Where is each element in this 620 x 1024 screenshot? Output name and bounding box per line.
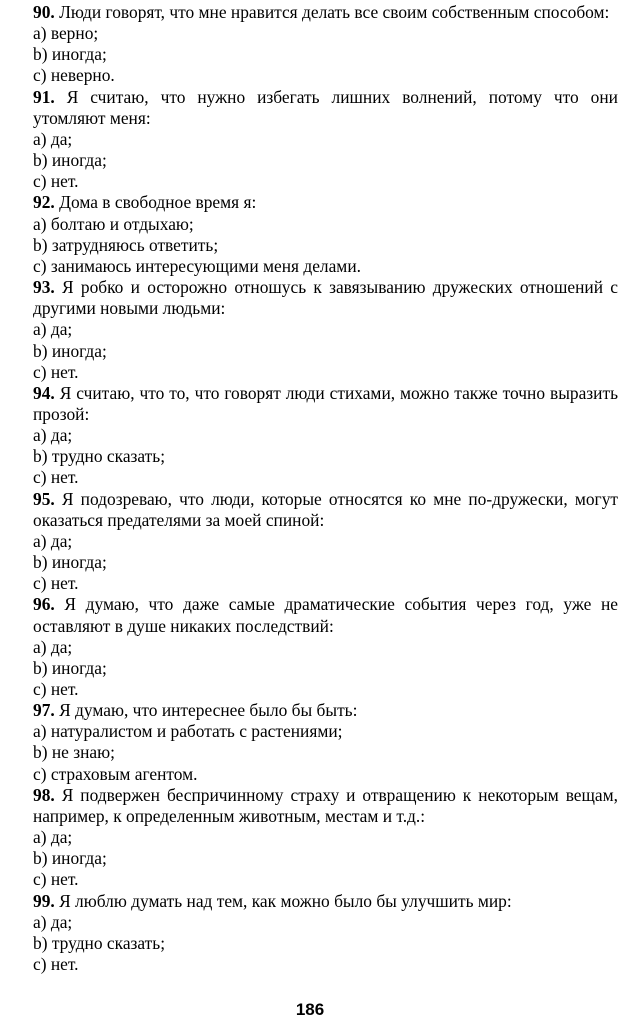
option-a: a) да;	[33, 425, 73, 446]
question-number: 90.	[33, 2, 55, 22]
question-text	[33, 192, 618, 213]
question-number: 95.	[33, 488, 55, 509]
option-b: b) иногда;	[33, 340, 107, 361]
option-a: a) да;	[33, 911, 73, 932]
question-text	[33, 891, 618, 912]
option-b: b) иногда;	[33, 657, 107, 678]
question-96	[33, 594, 618, 700]
question-91	[33, 87, 618, 193]
option-b: b) трудно сказать;	[33, 932, 166, 953]
question-text	[33, 2, 618, 23]
option-c: c) нет.	[33, 361, 79, 382]
question-98	[33, 785, 618, 891]
option-a: a) болтаю и отдыхаю;	[33, 213, 194, 234]
question-99	[33, 891, 618, 976]
option-c: c) нет.	[33, 679, 79, 699]
option-a: a) верно;	[33, 23, 99, 44]
option-a: a) натуралистом и работать с растениями;	[33, 721, 343, 742]
option-b: b) трудно сказать;	[33, 446, 166, 467]
option-a: a) да;	[33, 530, 73, 551]
question-94	[33, 383, 618, 489]
question-90	[33, 2, 618, 87]
question-number: 98.	[33, 784, 55, 805]
option-b: b) затрудняюсь ответить;	[33, 234, 219, 255]
question-body: Я считаю, что то, что говорят люди стихами, можно также точно выразить прозой:	[33, 382, 618, 424]
question-97	[33, 700, 618, 785]
option-b: b) не знаю;	[33, 742, 115, 763]
option-b: b) иногда;	[33, 848, 107, 869]
question-number: 94.	[33, 382, 55, 403]
question-body: Я считаю, что нужно избегать лишних волнений, потому что они утомляют меня:	[33, 86, 618, 128]
page-number: 186	[295, 1000, 325, 1019]
question-body: Я думаю, что даже самые драматические события через год, уже не оставляют в душе никаких последствий:	[33, 594, 618, 636]
question-number: 97.	[33, 700, 55, 721]
option-c: c) нет.	[33, 954, 79, 975]
question-95	[33, 489, 618, 595]
option-a: a) да;	[33, 827, 73, 848]
option-a: a) да;	[33, 319, 73, 340]
option-a: a) да;	[33, 636, 73, 657]
question-text	[33, 383, 618, 425]
question-93	[33, 277, 618, 383]
option-c: c) нет.	[33, 573, 79, 594]
question-body: Я подозреваю, что люди, которые относятся ко мне по-дружески, могут оказаться предателями за моей спиной:	[33, 488, 618, 530]
question-body: Я подвержен беспричинному страху и отвращению к некоторым вещам, например, к определенным животным, местам и т.д.:	[33, 784, 618, 826]
question-body: Я люблю думать над тем, как можно было бы улучшить мир:	[59, 890, 512, 911]
question-text	[33, 594, 618, 636]
option-c: c) нет.	[33, 467, 79, 488]
question-body: Я робко и осторожно отношусь к завязыванию дружеских отношений с другими новыми людьми:	[33, 277, 618, 319]
option-c: c) страховым агентом.	[33, 763, 198, 784]
question-number: 93.	[33, 277, 55, 298]
option-c: c) нет.	[33, 171, 79, 192]
option-c: c) нет.	[33, 869, 79, 890]
question-body: Дома в свободное время я:	[59, 192, 257, 213]
questionnaire	[33, 2, 618, 975]
option-b: b) иногда;	[33, 44, 107, 65]
option-c: c) неверно.	[33, 65, 115, 86]
question-text	[33, 489, 618, 531]
option-a: a) да;	[33, 128, 73, 149]
option-b: b) иногда;	[33, 150, 107, 171]
option-c: c) занимаюсь интересующими меня делами.	[33, 255, 361, 276]
question-number: 99.	[33, 890, 55, 911]
question-body: Я думаю, что интереснее было бы быть:	[59, 700, 358, 721]
question-body: Люди говорят, что мне нравится делать все своим собственным способом:	[59, 2, 610, 22]
option-b: b) иногда;	[33, 552, 107, 573]
question-text	[33, 785, 618, 827]
question-number: 96.	[33, 594, 55, 615]
question-text	[33, 87, 618, 129]
question-number: 92.	[33, 192, 55, 213]
question-text	[33, 700, 618, 721]
question-92	[33, 192, 618, 277]
question-text	[33, 277, 618, 319]
question-number: 91.	[33, 86, 55, 107]
